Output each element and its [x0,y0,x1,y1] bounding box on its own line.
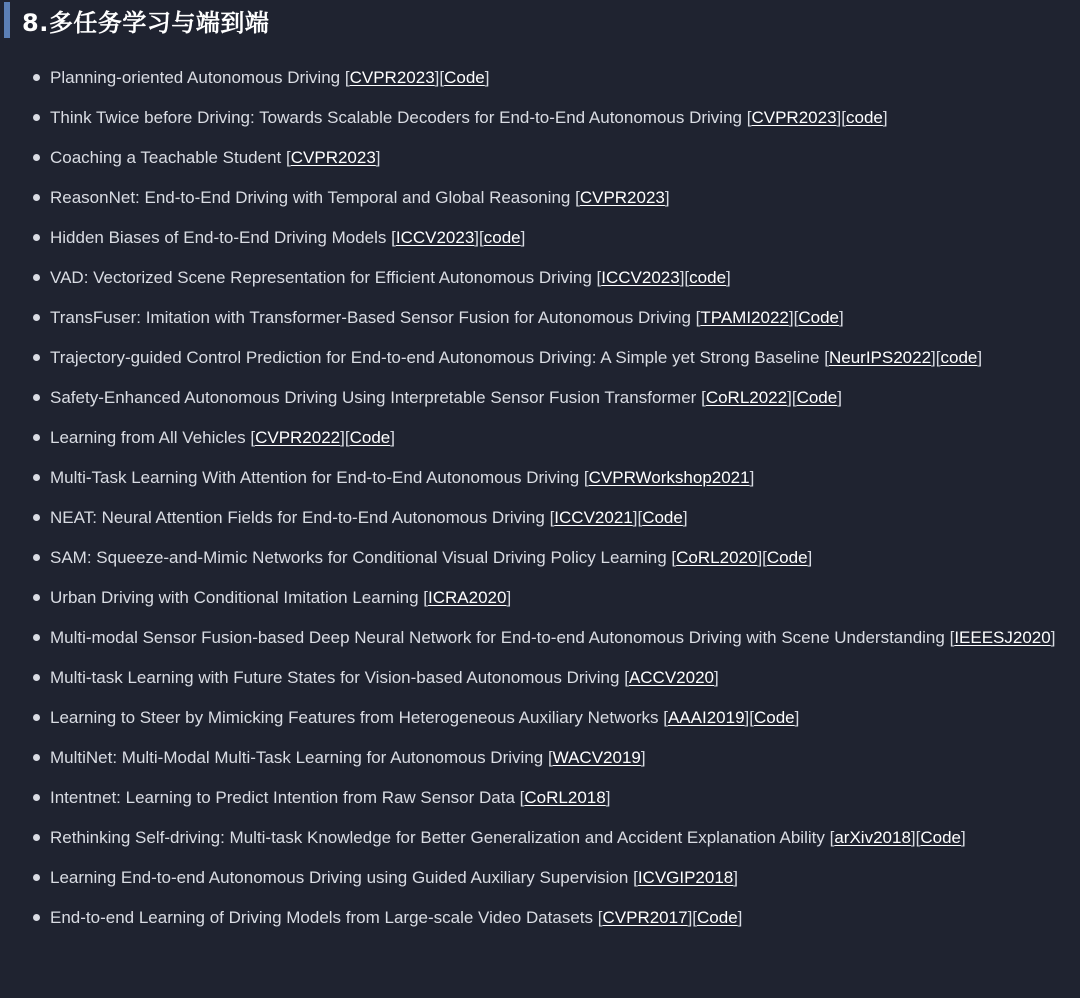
list-item [0,542,1080,573]
paper-title: End-to-end Learning of Driving Models from Large-scale Video Datasets [50,908,594,927]
paper-links [250,428,395,447]
venue-link[interactable]: CVPR2023 [751,108,837,127]
paper-title: NEAT: Neural Attention Fields for End-to-End Autonomous Driving [50,508,545,527]
paper-title: Learning End-to-end Autonomous Driving using Guided Auxiliary Supervision [50,868,629,887]
list-item [0,902,1080,933]
bracket-close: ] [664,188,670,207]
venue-link[interactable]: arXiv2018 [834,828,911,847]
venue-link[interactable]: AAAI2019 [667,708,745,727]
code-link[interactable]: Code [796,388,838,407]
bullet-icon [33,354,40,361]
code-link[interactable]: code [689,268,727,287]
paper-title: Rethinking Self-driving: Multi-task Knowledge for Better Generalization and Accident Explanation Ability [50,828,825,847]
bracket-open: [ [479,228,484,247]
paper-title: VAD: Vectorized Scene Representation for Efficient Autonomous Driving [50,268,592,287]
bullet-icon [33,914,40,921]
bracket-open: [ [791,388,797,407]
paper-title: TransFuser: Imitation with Transformer-Based Sensor Fusion for Autonomous Driving [50,308,691,327]
paper-title: Intentnet: Learning to Predict Intention from Raw Sensor Data [50,788,515,807]
paper-links [520,788,611,807]
paper-title: Learning to Steer by Mimicking Features from Heterogeneous Auxiliary Networks [50,708,659,727]
list-item [0,822,1080,853]
section-title: 8.多任务学习与端到端 [22,8,270,37]
paper-links [747,108,888,127]
bracket-close: ] [390,428,395,447]
venue-link[interactable]: ICVGIP2018 [637,868,734,887]
paper-title: Trajectory-guided Control Prediction for End-to-end Autonomous Driving: A Simple yet Strong Baseline [50,348,820,367]
bracket-open: [ [841,108,846,127]
bracket-open: [ [519,788,525,807]
venue-link[interactable]: ICCV2023 [601,268,680,287]
bracket-close: ] [744,708,750,727]
paper-links [701,388,842,407]
list-item [0,422,1080,453]
code-link[interactable]: code [483,228,521,247]
bracket-open: [ [624,668,629,687]
paper-links [633,868,738,887]
bracket-close: ] [733,868,738,887]
paper-links [597,268,731,287]
list-item [0,62,1080,93]
bracket-open: [ [549,508,555,527]
bracket-open: [ [949,628,955,647]
bracket-close: ] [726,268,731,287]
paper-title: Learning from All Vehicles [50,428,246,447]
code-link[interactable]: Code [920,828,962,847]
bracket-close: ] [837,388,842,407]
bracket-open: [ [633,868,638,887]
bracket-open: [ [746,108,752,127]
paper-title: Think Twice before Driving: Towards Scalable Decoders for End-to-End Autonomous Driving [50,108,742,127]
bullet-icon [33,794,40,801]
venue-link[interactable]: CVPR2017 [602,908,688,927]
bracket-open: [ [637,508,643,527]
bullet-icon [33,714,40,721]
venue-link[interactable]: CVPR2023 [349,68,435,87]
bullet-icon [33,74,40,81]
bracket-open: [ [692,908,698,927]
bracket-open: [ [701,388,706,407]
list-item [0,622,1080,653]
paper-title: Multi-Task Learning With Attention for End-to-End Autonomous Driving [50,468,580,487]
paper-links [423,588,511,607]
bracket-close: ] [640,748,646,767]
list-item [0,142,1080,173]
bracket-open: [ [597,908,603,927]
bracket-open: [ [684,268,690,287]
bullet-icon [33,554,40,561]
paper-links [598,908,743,927]
bracket-close: ] [714,668,719,687]
bracket-close: ] [340,428,345,447]
venue-link[interactable]: ICCV2021 [554,508,633,527]
venue-link[interactable]: CVPR2023 [579,188,665,207]
list-item [0,782,1080,813]
bracket-open: [ [344,68,350,87]
paper-title: ReasonNet: End-to-End Driving with Temporal and Global Reasoning [50,188,571,207]
bracket-close: ] [375,148,381,167]
bullet-icon [33,634,40,641]
paper-links [391,228,525,247]
bracket-open: [ [423,588,428,607]
bracket-close: ] [506,588,512,607]
bracket-close: ] [807,548,813,567]
list-item [0,102,1080,133]
list-item [0,862,1080,893]
paper-links [575,188,670,207]
bracket-open: [ [793,308,799,327]
list-item [0,462,1080,493]
bullet-icon [33,474,40,481]
bracket-open: [ [596,268,602,287]
paper-links [624,668,719,687]
bracket-close: ] [632,508,638,527]
bracket-close: ] [682,508,688,527]
bullet-icon [33,514,40,521]
paper-title: Hidden Biases of End-to-End Driving Models [50,228,387,247]
bullet-icon [33,594,40,601]
venue-link[interactable]: WACV2019 [552,748,641,767]
paper-list [0,62,1080,942]
paper-links [950,628,1056,647]
paper-links [548,748,646,767]
paper-links [286,148,381,167]
bracket-close: ] [737,908,743,927]
bracket-close: ] [977,348,983,367]
code-link[interactable]: Code [349,428,391,447]
list-item [0,222,1080,253]
bracket-open: [ [344,428,350,447]
paper-links [550,508,688,527]
bullet-icon [33,314,40,321]
bullet-icon [33,834,40,841]
bracket-open: [ [575,188,580,207]
bracket-close: ] [788,308,794,327]
code-link[interactable]: code [846,108,883,127]
paper-title: SAM: Squeeze-and-Mimic Networks for Conditional Visual Driving Policy Learning [50,548,667,567]
venue-link[interactable]: CVPR2023 [290,148,376,167]
bullet-icon [33,394,40,401]
code-link[interactable]: Code [754,708,795,727]
venue-link[interactable]: TPAMI2022 [700,308,789,327]
venue-link[interactable]: ICRA2020 [428,588,507,607]
bracket-open: [ [695,308,701,327]
section-heading [0,0,269,40]
bracket-open: [ [824,348,829,367]
bracket-close: ] [605,788,611,807]
bracket-open: [ [439,68,445,87]
paper-title: Multi-modal Sensor Fusion-based Deep Neural Network for End-to-end Autonomous Driving with Scene Understanding [50,628,945,647]
bullet-icon [33,154,40,161]
venue-link[interactable]: CoRL2022 [705,388,788,407]
paper-links [671,548,812,567]
bracket-open: [ [583,468,589,487]
bracket-close: ] [520,228,526,247]
bracket-open: [ [391,228,396,247]
paper-title: Multi-task Learning with Future States for Vision-based Autonomous Driving [50,668,620,687]
list-item [0,262,1080,293]
code-link[interactable]: Code [798,308,839,327]
bullet-icon [33,674,40,681]
venue-link[interactable]: CoRL2018 [524,788,606,807]
paper-links [663,708,799,727]
paper-links [345,68,490,87]
paper-links [830,828,966,847]
bracket-open: [ [762,548,767,567]
list-item [0,182,1080,213]
bracket-close: ] [484,68,490,87]
bracket-close: ] [787,388,792,407]
bullet-icon [33,114,40,121]
venue-link[interactable]: NeurIPS2022 [828,348,932,367]
list-item [0,502,1080,533]
bracket-open: [ [286,148,291,167]
bracket-close: ] [836,108,842,127]
list-item [0,662,1080,693]
bracket-open: [ [671,548,677,567]
venue-link[interactable]: IEEESJ2020 [954,628,1051,647]
paper-title: MultiNet: Multi-Modal Multi-Task Learning for Autonomous Driving [50,748,544,767]
list-item [0,742,1080,773]
bracket-open: [ [749,708,754,727]
code-link[interactable]: Code [642,508,683,527]
bracket-close: ] [882,108,888,127]
list-item [0,302,1080,333]
venue-link[interactable]: CVPRWorkshop2021 [588,468,750,487]
list-item [0,342,1080,373]
bracket-open: [ [663,708,668,727]
bullet-icon [33,274,40,281]
bracket-close: ] [679,268,685,287]
bracket-close: ] [434,68,440,87]
bracket-close: ] [757,548,763,567]
paper-links [696,308,844,327]
bracket-open: [ [547,748,553,767]
list-item [0,702,1080,733]
code-link[interactable]: code [940,348,978,367]
paper-title: Planning-oriented Autonomous Driving [50,68,341,87]
bracket-close: ] [749,468,755,487]
code-link[interactable]: Code [766,548,808,567]
bracket-open: [ [915,828,921,847]
heading-accent-bar [4,2,10,38]
paper-title: Urban Driving with Conditional Imitation Learning [50,588,419,607]
venue-link[interactable]: CoRL2020 [676,548,758,567]
bullet-icon [33,754,40,761]
bullet-icon [33,234,40,241]
bracket-close: ] [961,828,966,847]
venue-link[interactable]: CVPR2022 [255,428,341,447]
code-link[interactable]: Code [697,908,738,927]
bracket-close: ] [910,828,916,847]
venue-link[interactable]: ICCV2023 [395,228,475,247]
venue-link[interactable]: ACCV2020 [628,668,714,687]
bracket-close: ] [931,348,936,367]
bullet-icon [33,874,40,881]
bracket-open: [ [250,428,256,447]
bullet-icon [33,434,40,441]
bracket-open: [ [935,348,941,367]
paper-title: Safety-Enhanced Autonomous Driving Using Interpretable Sensor Fusion Transformer [50,388,697,407]
bracket-open: [ [829,828,835,847]
code-link[interactable]: Code [444,68,485,87]
bracket-close: ] [474,228,480,247]
paper-title: Coaching a Teachable Student [50,148,282,167]
paper-links [824,348,982,367]
bracket-close: ] [687,908,693,927]
paper-links [584,468,754,487]
list-item [0,582,1080,613]
bullet-icon [33,194,40,201]
bracket-close: ] [794,708,800,727]
bracket-close: ] [839,308,844,327]
list-item [0,382,1080,413]
bracket-close: ] [1050,628,1056,647]
